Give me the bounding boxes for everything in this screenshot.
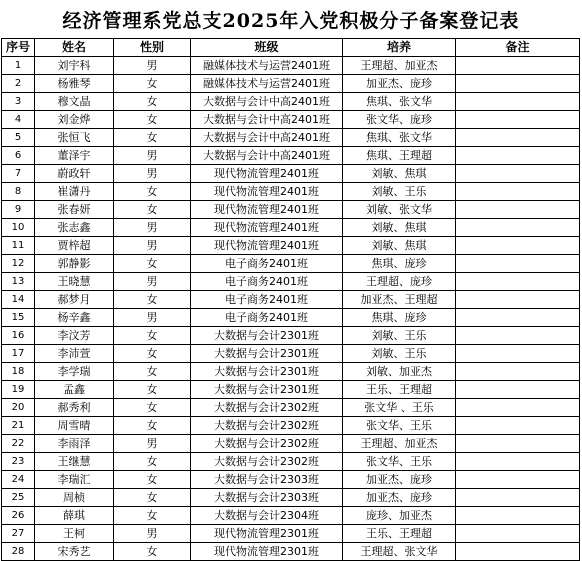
table-row [2,399,580,417]
table-row [2,291,580,309]
cell-mentors: 庞珍、加亚杰 [343,507,456,525]
cell-name: 崔潇丹 [35,183,114,201]
cell-gender: 女 [114,255,191,273]
cell-gender: 男 [114,435,191,453]
table-row [2,417,580,435]
cell-notes [456,507,580,525]
cell-index: 21 [2,417,35,435]
cell-name: 刘金烨 [35,111,114,129]
cell-gender: 女 [114,471,191,489]
cell-name: 周桢 [35,489,114,507]
table-row [2,129,580,147]
cell-mentors: 张文华、庞珍 [343,111,456,129]
cell-name: 王晓慧 [35,273,114,291]
cell-notes [456,57,580,75]
cell-notes [456,417,580,435]
cell-gender: 女 [114,345,191,363]
cell-class: 现代物流管理2401班 [191,219,343,237]
cell-class: 现代物流管理2401班 [191,237,343,255]
cell-name: 李雨泽 [35,435,114,453]
cell-gender: 女 [114,543,191,561]
table-row [2,363,580,381]
cell-class: 大数据与会计2302班 [191,417,343,435]
cell-mentors: 刘敏、焦琪 [343,219,456,237]
cell-mentors: 焦琪、庞珍 [343,255,456,273]
cell-index: 7 [2,165,35,183]
cell-gender: 男 [114,237,191,255]
table-row [2,435,580,453]
cell-mentors: 刘敏、张文华 [343,201,456,219]
cell-mentors: 刘敏、焦琪 [343,165,456,183]
cell-class: 融媒体技术与运营2401班 [191,75,343,93]
cell-class: 大数据与会计2302班 [191,399,343,417]
cell-notes [456,111,580,129]
cell-gender: 男 [114,147,191,165]
cell-index: 2 [2,75,35,93]
cell-class: 现代物流管理2401班 [191,165,343,183]
cell-notes [456,201,580,219]
cell-gender: 女 [114,399,191,417]
cell-index: 27 [2,525,35,543]
cell-notes [456,183,580,201]
cell-mentors: 刘敏、王乐 [343,183,456,201]
cell-name: 李瑞汇 [35,471,114,489]
cell-notes [456,129,580,147]
cell-notes [456,273,580,291]
cell-class: 电子商务2401班 [191,273,343,291]
cell-class: 现代物流管理2401班 [191,201,343,219]
cell-gender: 女 [114,363,191,381]
cell-notes [456,219,580,237]
table-row [2,93,580,111]
cell-gender: 女 [114,291,191,309]
table-row [2,525,580,543]
cell-class: 大数据与会计中高2401班 [191,129,343,147]
cell-index: 28 [2,543,35,561]
cell-notes [456,471,580,489]
cell-class: 大数据与会计2301班 [191,345,343,363]
cell-notes [456,237,580,255]
header-index: 序号 [2,39,35,57]
cell-index: 8 [2,183,35,201]
cell-class: 大数据与会计2303班 [191,471,343,489]
cell-gender: 女 [114,507,191,525]
cell-mentors: 刘敏、加亚杰 [343,363,456,381]
cell-notes [456,165,580,183]
cell-index: 18 [2,363,35,381]
cell-index: 12 [2,255,35,273]
cell-name: 薛琪 [35,507,114,525]
cell-mentors: 王理超、张文华 [343,543,456,561]
cell-mentors: 王理超、加亚杰 [343,435,456,453]
cell-index: 6 [2,147,35,165]
cell-index: 14 [2,291,35,309]
cell-name: 张春妍 [35,201,114,219]
header-gender: 性别 [114,39,191,57]
table-body [2,57,580,561]
table-row [2,453,580,471]
cell-class: 电子商务2401班 [191,309,343,327]
cell-mentors: 焦琪、庞珍 [343,309,456,327]
cell-name: 宋秀艺 [35,543,114,561]
cell-notes [456,147,580,165]
cell-name: 李沛萱 [35,345,114,363]
cell-notes [456,363,580,381]
cell-index: 25 [2,489,35,507]
cell-name: 刘宇科 [35,57,114,75]
cell-index: 24 [2,471,35,489]
table-row [2,327,580,345]
table-row [2,273,580,291]
table-row [2,237,580,255]
table-row [2,57,580,75]
cell-name: 王继慧 [35,453,114,471]
cell-class: 现代物流管理2301班 [191,543,343,561]
cell-class: 大数据与会计2302班 [191,453,343,471]
cell-class: 大数据与会计2301班 [191,381,343,399]
table-row [2,219,580,237]
cell-notes [456,309,580,327]
registration-table [1,38,580,561]
cell-mentors: 加亚杰、庞珍 [343,489,456,507]
cell-notes [456,399,580,417]
table-row [2,201,580,219]
cell-name: 李学瑞 [35,363,114,381]
cell-index: 15 [2,309,35,327]
table-row [2,309,580,327]
cell-class: 大数据与会计中高2401班 [191,147,343,165]
cell-class: 大数据与会计2304班 [191,507,343,525]
cell-gender: 男 [114,165,191,183]
cell-index: 3 [2,93,35,111]
cell-class: 大数据与会计2302班 [191,435,343,453]
cell-gender: 女 [114,75,191,93]
cell-name: 周雪晴 [35,417,114,435]
cell-gender: 女 [114,327,191,345]
cell-class: 大数据与会计中高2401班 [191,93,343,111]
cell-index: 11 [2,237,35,255]
cell-name: 杨辛鑫 [35,309,114,327]
cell-index: 17 [2,345,35,363]
cell-index: 4 [2,111,35,129]
cell-gender: 女 [114,129,191,147]
cell-name: 董泽宇 [35,147,114,165]
cell-notes [456,525,580,543]
cell-index: 1 [2,57,35,75]
header-class: 班级 [191,39,343,57]
cell-gender: 女 [114,183,191,201]
table-row [2,255,580,273]
cell-mentors: 加亚杰、庞珍 [343,75,456,93]
table-row [2,147,580,165]
cell-mentors: 张文华 、王乐 [343,399,456,417]
cell-gender: 女 [114,381,191,399]
header-notes: 备注 [456,39,580,57]
cell-gender: 男 [114,309,191,327]
table-row [2,489,580,507]
cell-mentors: 焦琪、张文华 [343,93,456,111]
cell-mentors: 张文华、王乐 [343,417,456,435]
cell-mentors: 刘敏、焦琪 [343,237,456,255]
cell-name: 蔚政轩 [35,165,114,183]
cell-class: 大数据与会计2301班 [191,327,343,345]
cell-class: 大数据与会计中高2401班 [191,111,343,129]
cell-name: 孟鑫 [35,381,114,399]
cell-mentors: 加亚杰、王理超 [343,291,456,309]
cell-mentors: 王乐、王理超 [343,525,456,543]
cell-notes [456,489,580,507]
cell-index: 5 [2,129,35,147]
cell-name: 穆文晶 [35,93,114,111]
cell-index: 13 [2,273,35,291]
cell-gender: 女 [114,201,191,219]
cell-gender: 女 [114,111,191,129]
cell-mentors: 王理超、加亚杰 [343,57,456,75]
cell-notes [456,255,580,273]
table-row [2,75,580,93]
table-row [2,543,580,561]
cell-gender: 男 [114,57,191,75]
cell-index: 19 [2,381,35,399]
cell-name: 王柯 [35,525,114,543]
cell-name: 贾梓超 [35,237,114,255]
cell-class: 大数据与会计2303班 [191,489,343,507]
table-row [2,507,580,525]
cell-notes [456,345,580,363]
cell-index: 20 [2,399,35,417]
cell-mentors: 焦琪、王理超 [343,147,456,165]
table-row [2,471,580,489]
cell-gender: 男 [114,273,191,291]
table-row [2,111,580,129]
cell-class: 现代物流管理2301班 [191,525,343,543]
cell-notes [456,543,580,561]
cell-name: 杨雅琴 [35,75,114,93]
cell-mentors: 焦琪、张文华 [343,129,456,147]
cell-name: 张志鑫 [35,219,114,237]
table-row [2,183,580,201]
cell-class: 电子商务2401班 [191,291,343,309]
cell-notes [456,327,580,345]
cell-class: 电子商务2401班 [191,255,343,273]
cell-notes [456,93,580,111]
cell-index: 9 [2,201,35,219]
cell-index: 26 [2,507,35,525]
cell-gender: 女 [114,93,191,111]
cell-notes [456,381,580,399]
cell-name: 张恒飞 [35,129,114,147]
cell-class: 融媒体技术与运营2401班 [191,57,343,75]
cell-notes [456,453,580,471]
cell-index: 10 [2,219,35,237]
cell-name: 郝秀利 [35,399,114,417]
table-row [2,345,580,363]
table-row [2,165,580,183]
cell-name: 李汶芳 [35,327,114,345]
header-name: 姓名 [35,39,114,57]
cell-index: 22 [2,435,35,453]
cell-mentors: 王乐、王理超 [343,381,456,399]
cell-mentors: 刘敏、王乐 [343,345,456,363]
cell-gender: 男 [114,525,191,543]
cell-gender: 男 [114,219,191,237]
cell-index: 23 [2,453,35,471]
cell-mentors: 刘敏、王乐 [343,327,456,345]
header-row [2,39,580,57]
cell-mentors: 张文华、王乐 [343,453,456,471]
cell-class: 大数据与会计2301班 [191,363,343,381]
cell-mentors: 王理超、庞珍 [343,273,456,291]
table-row [2,381,580,399]
cell-gender: 女 [114,489,191,507]
cell-mentors: 加亚杰、庞珍 [343,471,456,489]
cell-index: 16 [2,327,35,345]
document-title: 经济管理系党总支2025年入党积极分子备案登记表 [62,9,520,32]
cell-name: 郭静影 [35,255,114,273]
header-mentors: 培养 [343,39,456,57]
cell-name: 郝梦月 [35,291,114,309]
cell-notes [456,75,580,93]
cell-notes [456,435,580,453]
cell-notes [456,291,580,309]
cell-gender: 女 [114,417,191,435]
cell-gender: 女 [114,453,191,471]
cell-class: 现代物流管理2401班 [191,183,343,201]
